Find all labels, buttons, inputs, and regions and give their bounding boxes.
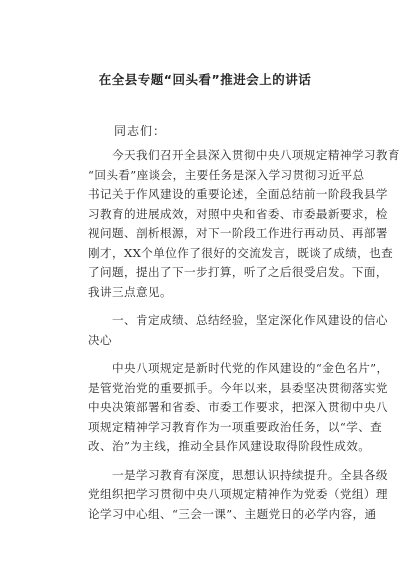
text-line: 今天我们召开全县深入贯彻中央八项规定精神学习教育 — [88, 148, 400, 162]
text-line: 改、治”为主线，推动全县作风建设取得阶段性成效。 — [88, 439, 371, 453]
text-line: 视问题、剖析根源，对下一阶段工作进行再动员、再部署 — [88, 226, 388, 240]
text-line: 论学习中心组、“三会一课”、主题党日的必学内容，通 — [88, 506, 377, 521]
document-title: 在全县专题“回头看”推进会上的讲话 — [98, 72, 312, 87]
text-line: 刚才，XX个单位作了很好的交流发言，既谈了成绩，也查 — [88, 245, 394, 260]
text-line: 中央八项规定是新时代党的作风建设的“金色名片”， — [88, 361, 389, 375]
text-line: 中央决策部署和省委、市委工作要求，把深入贯彻中央八 — [88, 400, 388, 414]
section-heading-1 — [88, 311, 388, 350]
text-line: 习教育的进展成效，对照中央和省委、市委最新要求，检 — [88, 206, 388, 221]
text-line: 是管党治党的重要抓手。今年以来，县委坚决贯彻落实党 — [88, 380, 388, 395]
text-line: 了问题，提出了下一步打算，听了之后很受启发。下面， — [88, 265, 388, 279]
text-line: 决心 — [88, 332, 112, 347]
text-line: 一、肯定成绩、总结经验，坚定深化作风建设的信心 — [88, 313, 388, 327]
paragraph-intro — [88, 146, 400, 302]
text-line: “回头看”座谈会，主要任务是深入学习贯彻习近平总 — [88, 167, 365, 182]
text-line: 我讲三点意见。 — [88, 284, 172, 299]
paragraph-section-1 — [88, 359, 389, 457]
document-body — [88, 122, 400, 524]
text-line: 一是学习教育有深度，思想认识持续提升。全县各级 — [88, 467, 388, 482]
text-line: 书记关于作风建设的重要论述，全面总结前一阶段我县学 — [88, 187, 388, 201]
salutation: 同志们： — [114, 124, 167, 138]
text-line: 党组织把学习贯彻中央八项规定精神作为党委（党组）理 — [88, 487, 388, 501]
paragraph-point-1 — [88, 466, 388, 525]
text-line: 项规定精神学习教育作为一项重要政治任务，以“学、查 — [88, 419, 383, 434]
